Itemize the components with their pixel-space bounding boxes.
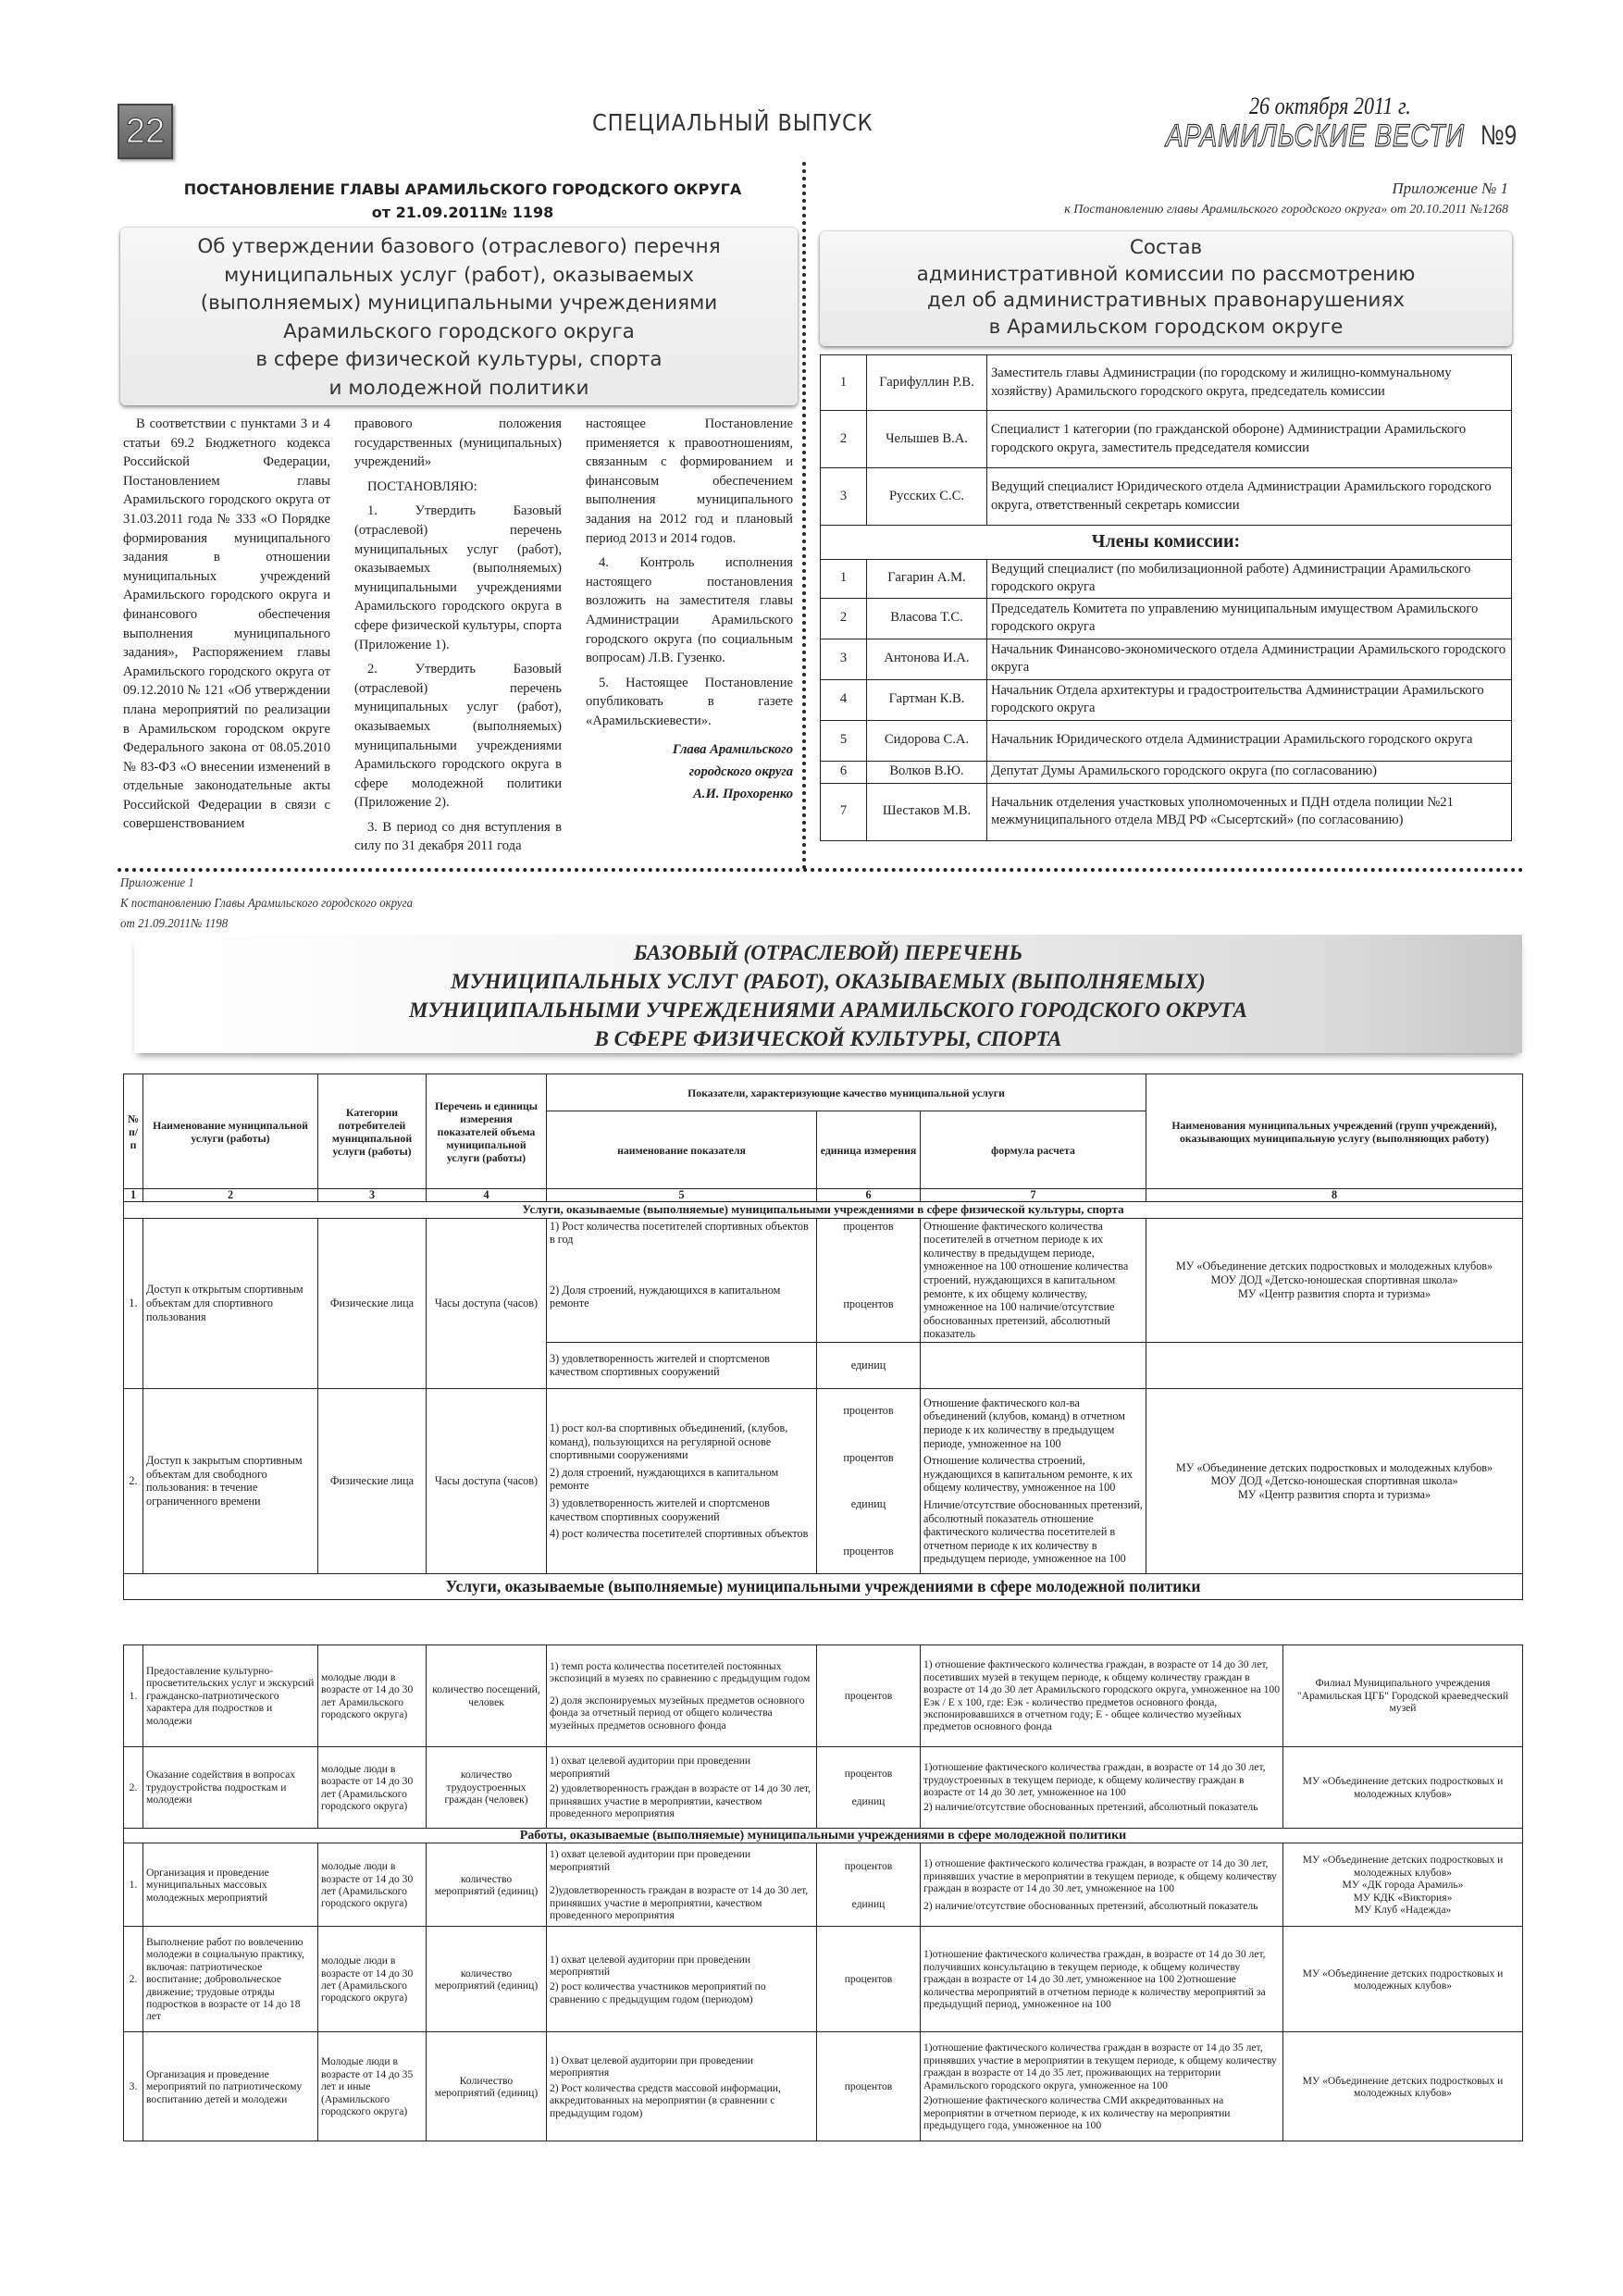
member-role: Начальник Финансово-экономического отдела Администрации Арамильского городского округа [987,639,1512,679]
members-heading: Члены комиссии: [821,526,1512,560]
member-role: Начальник Юридического отдела Администрации Арамильского городского округа [987,720,1512,761]
decree-column-3 [586,415,793,862]
header-unit: единица измерения [817,1111,921,1189]
volume-unit: количество мероприятий (единиц) [427,1927,547,2032]
commission-title-line: в Арамильском городском округе [988,315,1344,339]
service-name: Организация и проведение мероприятий по патриотическому воспитанию детей и молодежи [143,2032,318,2141]
formula-cell: 1)отношение фактического количества граждан, в возрасте от 14 до 30 лет, трудоустроенных в текущем периоде, к общему количеству граждан в возрасте от 14 до 30 лет, умноженное на 100 2) наличие/отсутствие обоснованных претензий, абсолютный показатель [921,1747,1283,1829]
member-role: Начальник отделения участковых уполномоченных и ПДН отдела полиции №21 межмуниципального отдела МВД РФ «Сысертский» (по согласованию) [987,783,1512,840]
member-role: Заместитель главы Администрации (по городскому и жилищно-коммунальному хозяйству) Арамильского городского округа, председатель комиссии [987,355,1512,411]
formula-cell: 1) отношение фактического количества граждан, в возрасте от 14 до 30 лет, принявших участие в мероприятии в текущем периоде, к общему количеству граждан в возрасте от 14 до 30 лет, умноженное на 100 2) наличие/отсутствие обоснованных претензий, абсолютный показатель [921,1843,1283,1927]
list-title-line: МУНИЦИПАЛЬНЫХ УСЛУГ (РАБОТ), ОКАЗЫВАЕМЫХ (ВЫПОЛНЯЕМЫХ) [451,970,1206,993]
indicator-cell: 1) охват целевой аудитории при проведении мероприятий 2)удовлетворенность граждан в возрасте от 14 до 30 лет, принявших участие в мероприятии, качеством проведенного мероприятия [547,1843,817,1927]
commission-appendix-note [833,178,1508,220]
section-row [124,1829,1523,1843]
table-row: 7 Шестаков М.В. Начальник отделения участковых уполномоченных и ПДН отдела полиции №21 межмуниципального отдела МВД РФ «Сысертский» (по согласованию) [821,783,1512,840]
members-heading-row [821,526,1512,560]
formula-cell: 1)отношение фактического количества граждан, в возрасте от 14 до 30 лет, получивших консультацию в текущем периоде, к общему количеству граждан в возрасте от 14 до 30 лет, умноженное на 100 2)отношение количества мероприятий в отчетном периоде к количеству мероприятий за предыдущий период, умноженное на 100 [921,1927,1283,2032]
volume-unit: Часы доступа (часов) [427,1218,547,1388]
indicator-cell: 1) темп роста количества посетителей постоянных экспозиций в музеях по сравнению с предыдущим годом 2) доля экспонируемых музейных предметов основного фонда за отчетный период от общего количества музейных предметов основного фонда [547,1645,817,1747]
unit-cell: процентов единиц [817,1747,921,1829]
header-institutions: Наименования муниципальных учреждений (групп учреждений), оказывающих муниципальную услугу (выполняющих работу) [1146,1074,1523,1189]
header-formula: формула расчета [921,1111,1146,1189]
signature-name: А.И. Прохоренко [693,786,793,801]
header-consumers: Категории потребителей муниципальной услуги (работы) [318,1074,427,1189]
service-name: Доступ к закрытым спортивным объектам для свободного пользования: в течение ограниченного времени [143,1388,318,1573]
publication-date: 26 октября 2011 г. [1249,93,1411,119]
table-row: 2. Оказание содействия в вопросах трудоустройства подросткам и молодежи молодые люди в возрасте от 14 до 30 лет (Арамильского городского округа) количество трудоустроенных граждан (человек) 1) охват целевой аудитории при проведении мероприятий 2) удовлетворенность граждан в возрасте от 14 до 30 лет, принявших участие в мероприятии, качеством проведенного мероприятия процентов единиц 1)отношение фактического количества граждан, в возрасте от 14 до 30 лет, трудоустроенных в текущем периоде, к общему количеству граждан в возрасте от 14 до 30 лет, умноженное на 100 2) наличие/отсутствие обоснованных претензий, абсолютный показатель МУ «Объединение детских подростковых и молодежных клубов» [124,1747,1523,1829]
decree-title-line: (выполняемых) муниципальными учреждениями [200,292,718,315]
appendix-number: Приложение № 1 [1392,180,1508,197]
unit-cell: процентов процентов единиц процентов [817,1388,921,1573]
table-row: 1. Организация и проведение муниципальных массовых молодежных мероприятий молодые люди в возрасте от 14 до 30 лет (Арамильского городского округа) количество мероприятий (единиц) 1) охват целевой аудитории при проведении мероприятий 2)удовлетворенность граждан в возрасте от 14 до 30 лет, принявших участие в мероприятии, качеством проведенного мероприятия процентов единиц 1) отношение фактического количества граждан, в возрасте от 14 до 30 лет, принявших участие в мероприятии в текущем периоде, к общему количеству граждан в возрасте от 14 до 30 лет, умноженное на 100 2) наличие/отсутствие обоснованных претензий, абсолютный показатель МУ «Объединение детских подростковых и молодежных клубов» МУ «ДК города Арамиль» МУ КДК «Виктория» МУ Клуб «Надежда» [124,1843,1523,1927]
table-row: 2. Выполнение работ по вовлечению молодежи в социальную практику, включая: патриотическое воспитание; добровольческое движение; трудовые отряды подростков в возрасте от 14 до 18 лет молодые люди в возрасте от 14 до 30 лет (Арамильского городского округа) количество мероприятий (единиц) 1) охват целевой аудитории при проведении мероприятий 2) рост количества участников мероприятий по сравнению с предыдущим годом (периодом) процентов 1)отношение фактического количества граждан, в возрасте от 14 до 30 лет, получивших консультацию в текущем периоде, к общему количеству граждан в возрасте от 14 до 30 лет, умноженное на 100 2)отношение количества мероприятий в отчетном периоде к количеству мероприятий за предыдущий период, умноженное на 100 МУ «Объединение детских подростковых и молодежных клубов» [124,1927,1523,2032]
table-row: 6 Волков В.Ю. Депутат Думы Арамильского городского округа (по согласованию) [821,761,1512,783]
indicator-cell: 1) Рост количества посетителей спортивных объектов в год 2) Доля строений, нуждающихся в капитальном ремонте [547,1218,817,1342]
member-name: Волков В.Ю. [867,761,987,783]
section-sport-heading: Услуги, оказываемые (выполняемые) муниципальными учреждениями в сфере физической культуры, спорта [124,1202,1523,1219]
member-name: Антонова И.А. [867,639,987,679]
appendix-line: К постановлению Главы Арамильского городского округа [120,897,414,911]
volume-unit: количество трудоустроенных граждан (человек) [427,1747,547,1829]
institutions-cell: МУ «Объединение детских подростковых и молодежных клубов» [1283,1927,1523,2032]
decree-heading-line2: от 21.09.2011№ 1198 [371,204,554,221]
table-row: 1 Гарифуллин Р.В. Заместитель главы Администрации (по городскому и жилищно-коммунальному хозяйству) Арамильского городского округа, председатель комиссии [821,355,1512,411]
consumers: Молодые люди в возрасте от 14 до 35 лет и иные (Арамильского городского округа) [318,2032,427,2141]
service-name: Выполнение работ по вовлечению молодежи в социальную практику, включая: патриотическое воспитание; добровольческое движение; трудовые отряды подростков в возрасте от 14 до 18 лет [143,1927,318,2032]
table-row: 3. Организация и проведение мероприятий по патриотическому воспитанию детей и молодежи Молодые люди в возрасте от 14 до 35 лет и иные (Арамильского городского округа) Количество мероприятий (единиц) 1) Охват целевой аудитории при проведении мероприятия 2) Рост количества средств массовой информации, аккредитованных на мероприятии (в сравнении с предыдущим годом) процентов 1)отношение фактического количества граждан в возрасте от 14 до 35 лет, принявших участие в мероприятии в текущем периоде, к общему количеству граждан в возрасте от 14 до 35 лет, проживающих на территории Арамильского городского округа, умноженное на 100 2)отношение фактического количества СМИ аккредитованных на мероприятии в отчетном периоде, к их количеству на мероприятии предыдущего года, умноженное на 100 МУ «Объединение детских подростковых и молодежных клубов» [124,2032,1523,2141]
table-row: 2. Доступ к закрытым спортивным объектам для свободного пользования: в течение ограниченного времени Физические лица Часы доступа (часов) 1) рост кол-ва спортивных объединений, (клубов, команд), пользующихся на регулярной основе спортивными сооружениями 2) доля строений, нуждающихся в капитальном ремонте 3) удовлетворенность жителей и спортсменов качеством спортивных сооружений 4) рост количества посетителей спортивных объектов процентов процентов единиц процентов Отношение фактического кол-ва объединений (клубов, команд) в отчетном периоде к их количеству в предыдущем периоде, умноженное на 100 Отношение количества строений, нуждающихся в капитальном ремонте, к их общему количеству, умноженное на 100 Нличие/отсутствие обоснованных претензий, абсолютный показатель отношение фактического количества посетителей в отчетном периоде к их количеству в предыдущем периоде, умноженное на 100 МУ «Объединение детских подростковых и молодежных клубов» МОУ ДОД «Детско-юношеская спортивная школа» МУ «Центр развития спорта и туризма» [124,1388,1523,1573]
section-youth-heading: Услуги, оказываемые (выполняемые) муниципальными учреждениями в сфере молодежной политики [124,1573,1523,1599]
consumers: молодые люди в возрасте от 14 до 30 лет (Арамильского городского округа) [318,1747,427,1829]
volume-unit: Количество мероприятий (единиц) [427,2032,547,2141]
unit-cell: процентов [817,2032,921,2141]
table-row: 3 Русских С.С. Ведущий специалист Юридического отдела Администрации Арамильского городского округа, ответственный секретарь комиссии [821,468,1512,526]
volume-unit: количество посещений, человек [427,1645,547,1747]
member-name: Челышев В.А. [867,411,987,468]
volume-unit: Часы доступа (часов) [427,1388,547,1573]
decree-title-line: и молодежной политики [328,376,589,400]
section-row [124,1573,1523,1599]
institutions-cell: МУ «Объединение детских подростковых и молодежных клубов» МУ «ДК города Арамиль» МУ КДК «Виктория» МУ Клуб «Надежда» [1283,1843,1523,1927]
member-name: Гагарин А.М. [867,559,987,598]
decree-title-line: Об утверждении базового (отраслевого) перечня [197,235,721,258]
youth-services-table [123,1644,1523,2141]
member-name: Власова Т.С. [867,598,987,639]
list-title-line: МУНИЦИПАЛЬНЫМИ УЧРЕЖДЕНИЯМИ АРАМИЛЬСКОГО ГОРОДСКОГО ОКРУГА [409,999,1247,1022]
sport-services-table [123,1074,1523,1600]
decree-item-2: 2. Утвердить Базовый (отраслевой) перечень муниципальных услуг (работ), оказываемых (выполняемых) муниципальными учреждениями Арамильского городского округа в сфере молодежной политики (Приложение 2). [354,662,562,811]
decree-title-line: Арамильского городского округа [283,319,635,343]
member-role: Ведущий специалист (по мобилизационной работе) Администрации Арамильского городского округа [987,559,1512,598]
decree-title-line: в сфере физической культуры, спорта [255,348,663,371]
list-title-line: БАЗОВЫЙ (ОТРАСЛЕВОЙ) ПЕРЕЧЕНЬ [633,941,1023,964]
member-name: Шестаков М.В. [867,783,987,840]
institutions-cell: МУ «Объединение детских подростковых и молодежных клубов» [1283,2032,1523,2141]
appendix-reference: к Постановлению главы Арамильского городского округа» от 20.10.2011 №1268 [1064,203,1508,217]
appendix-note [120,874,413,935]
institutions-cell: МУ «Объединение детских подростковых и молодежных клубов» МОУ ДОД «Детско-юношеская спортивная школа» МУ «Центр развития спорта и туризма» [1146,1218,1523,1342]
page-number-badge: 22 [118,104,173,159]
member-name: Сидорова С.А. [867,720,987,761]
member-role: Специалист 1 категории (по гражданской обороне) Администрации Арамильского городского округа, заместитель председателя комиссии [987,411,1512,468]
indicator-cell: 1) охват целевой аудитории при проведении мероприятий 2) рост количества участников мероприятий по сравнению с предыдущим годом (периодом) [547,1927,817,2032]
table-row: 4 Гартман К.В. Начальник Отдела архитектуры и градостроительства Администрации Арамильского городского округа [821,679,1512,720]
table-row: 5 Сидорова С.А. Начальник Юридического отдела Администрации Арамильского городского округа [821,720,1512,761]
decree-body [123,415,793,862]
commission-title-line: дел об административных правонарушениях [927,289,1405,312]
unit-cell: процентов [817,1645,921,1747]
commission-title-line: административной комиссии по рассмотрению [916,262,1416,286]
horizontal-divider [118,868,1524,872]
signature-line: Глава Арамильского [672,741,793,757]
service-name: Организация и проведение муниципальных массовых молодежных мероприятий [143,1843,318,1927]
consumers: молодые люди в возрасте от 14 до 30 лет (Арамильского городского округа) [318,1843,427,1927]
consumers: молодые люди в возрасте от 14 до 30 лет Арамильского городского округа) [318,1645,427,1747]
commission-table [820,354,1512,841]
formula-cell: Отношение фактического кол-ва объединений (клубов, команд) в отчетном периоде к их количеству в предыдущем периоде, умноженное на 100 Отношение количества строений, нуждающихся в капитальном ремонте, к их общему количеству, умноженное на 100 Нличие/отсутствие обоснованных претензий, абсолютный показатель отношение фактического количества посетителей в отчетном периоде к их количеству в предыдущем периоде, умноженное на 100 [921,1388,1146,1573]
appendix-line: от 21.09.2011№ 1198 [120,917,229,931]
volume-unit: количество мероприятий (единиц) [427,1843,547,1927]
decree-item-3: 3. В период со дня вступления в силу по 31 декабря 2011 года [354,819,562,854]
header-volume: Перечень и единицы измерения показателей объема муниципальной услуги (работы) [427,1074,547,1189]
institutions-cell: МУ «Объединение детских подростковых и молодежных клубов» [1283,1747,1523,1829]
unit-cell: процентов единиц [817,1843,921,1927]
decree-column-1 [123,415,330,862]
column-index-row: 1 2 3 4 5 6 7 8 [124,1189,1523,1202]
indicator-cell: 1) охват целевой аудитории при проведении мероприятий 2) удовлетворенность граждан в возрасте от 14 до 30 лет, принявших участие в мероприятии, качеством проведенного мероприятия [547,1747,817,1829]
service-name: Доступ к открытым спортивным объектам для спортивного пользования [143,1218,318,1388]
header-quality-group: Показатели, характеризующие качество муниципальной услуги [547,1074,1146,1111]
decree-paragraph: настоящее Постановление применяется к правоотношениям, связанным с формированием и финансовым обеспечением выполнения муниципального задания на 2012 год и плановый период 2013 и 2014 годов. [586,416,793,546]
formula-cell: 1)отношение фактического количества граждан в возрасте от 14 до 35 лет, принявших участие в мероприятии в текущем периоде, к общему количеству граждан в возрасте от 14 до 35 лет, проживающих на территории Арамильского городского округа, умноженное на 100 2)отношение фактического количества СМИ аккредитованных на мероприятии в отчетном периоде, к их количеству на мероприятии предыдущего года, умноженное на 100 [921,2032,1283,2141]
indicator-cell: 1) рост кол-ва спортивных объединений, (клубов, команд), пользующихся на регулярной основе спортивными сооружениями 2) доля строений, нуждающихся в капитальном ремонте 3) удовлетворенность жителей и спортсменов качеством спортивных сооружений 4) рост количества посетителей спортивных объектов [547,1388,817,1573]
formula-cell: Отношение фактического количества посетителей в отчетном периоде к их количеству в предыдущем периоде, умноженное на 100 отношение количества строений, нуждающихся в капитальном ремонте, к их общему количеству, умноженное на 100 наличие/отсутствие обоснованных претензий, абсолютный показатель [921,1218,1146,1342]
decree-heading-line1: ПОСТАНОВЛЕНИЕ ГЛАВЫ АРАМИЛЬСКОГО ГОРОДСКОГО ОКРУГА [183,180,742,198]
member-name: Гарифуллин Р.В. [867,355,987,411]
consumers: Физические лица [318,1388,427,1573]
decree-heading [139,178,787,224]
table-row: 1 Гагарин А.М. Ведущий специалист (по мобилизационной работе) Администрации Арамильского городского округа [821,559,1512,598]
decree-paragraph: правового положения государственных (муниципальных) учреждений» [354,416,562,470]
section-works-heading: Работы, оказываемые (выполняемые) муниципальными учреждениями в сфере молодежной политики [124,1829,1523,1843]
table-row: 1. Доступ к открытым спортивным объектам для спортивного пользования Физические лица Часы доступа (часов) 1) Рост количества посетителей спортивных объектов в год 2) Доля строений, нуждающихся в капитальном ремонте процентов процентов Отношение фактического количества посетителей в отчетном периоде к их количеству в предыдущем периоде, умноженное на 100 отношение количества строений, нуждающихся в капитальном ремонте, к их общему количеству, умноженное на 100 наличие/отсутствие обоснованных претензий, абсолютный показатель МУ «Объединение детских подростковых и молодежных клубов» МОУ ДОД «Детско-юношеская спортивная школа» МУ «Центр развития спорта и туризма» [124,1218,1523,1342]
decree-title-line: муниципальных услуг (работ), оказываемых [224,263,694,287]
consumers: молодые люди в возрасте от 14 до 30 лет (Арамильского городского округа) [318,1927,427,2032]
signature [586,738,793,805]
decree-item-4: 4. Контроль исполнения настоящего постановления возложить на заместителя главы Администрации Арамильского городского округа (по социальным вопросам) Л.В. Гузенко. [586,555,793,666]
formula-cell: 1) отношение фактического количества граждан, в возрасте от 14 до 30 лет, посетивших музей в текущем периоде, к общему количеству граждан в возрасте от 14 до 30 лет Арамильского городского округа, умноженное на 100 Еэк / Е х 100, где: Еэк - количество предметов основного фонда, экспонировавшихся в отчетном году; Е - общее количество музейных предметов основного фонда [921,1645,1283,1747]
consumers: Физические лица [318,1218,427,1388]
member-name: Гартман К.В. [867,679,987,720]
member-role: Ведущий специалист Юридического отдела Администрации Арамильского городского округа, ответственный секретарь комиссии [987,468,1512,526]
list-title-banner [134,935,1522,1053]
issue-number: №9 [1481,120,1518,151]
service-name: Оказание содействия в вопросах трудоустройства подросткам и молодежи [143,1747,318,1829]
newspaper-logo: АРАМИЛЬСКИЕ ВЕСТИ [1166,118,1465,154]
indicator-cell: 1) Охват целевой аудитории при проведении мероприятия 2) Рост количества средств массовой информации, аккредитованных на мероприятии (в сравнении с предыдущим годом) [547,2032,817,2141]
institutions-cell: МУ «Объединение детских подростковых и молодежных клубов» МОУ ДОД «Детско-юношеская спортивная школа» МУ «Центр развития спорта и туризма» [1146,1388,1523,1573]
decree-item-1: 1. Утвердить Базовый (отраслевой) перечень муниципальных услуг (работ), оказываемых (выполняемых) муниципальными учреждениями Арамильского городского округа в сфере физической культуры, спорта (Приложение 1). [354,503,562,652]
table-row: 1. Предоставление культурно-просветительских услуг и экскурсий гражданско-патриотического характера для подростков и молодежи молодые люди в возрасте от 14 до 30 лет Арамильского городского округа) количество посещений, человек 1) темп роста количества посетителей постоянных экспозиций в музеях по сравнению с предыдущим годом 2) доля экспонируемых музейных предметов основного фонда за отчетный период от общего количества музейных предметов основного фонда процентов 1) отношение фактического количества граждан, в возрасте от 14 до 30 лет, посетивших музей в текущем периоде, к общему количеству граждан в возрасте от 14 до 30 лет Арамильского городского округа, умноженное на 100 Еэк / Е х 100, где: Еэк - количество предметов основного фонда, экспонировавшихся в отчетном году; Е - общее количество музейных предметов основного фонда Филиал Муниципального учреждения "Арамильская ЦГБ" Городской краеведческий музей [124,1645,1523,1747]
member-role: Председатель Комитета по управлению муниципальным имуществом Арамильского городского округа [987,598,1512,639]
decree-title-box [120,228,798,405]
header-indicator: наименование показателя [547,1111,817,1189]
list-title-line: В СФЕРЕ ФИЗИЧЕСКОЙ КУЛЬТУРЫ, СПОРТА [594,1027,1062,1050]
decree-resolve: ПОСТАНОВЛЯЮ: [367,478,477,494]
unit-cell: единиц [817,1342,921,1388]
table-row: 2 Челышев В.А. Специалист 1 категории (по гражданской обороне) Администрации Арамильского городского округа, заместитель председателя комиссии [821,411,1512,468]
table-row: 3 Антонова И.А. Начальник Финансово-экономического отдела Администрации Арамильского городского округа [821,639,1512,679]
decree-item-5: 5. Настоящее Постановление опубликовать в газете «Арамильскиевести». [586,675,793,728]
commission-title-box [820,231,1512,346]
section-title: СПЕЦИАЛЬНЫЙ ВЫПУСК [592,109,873,136]
signature-line: городского округа [688,763,793,779]
decree-column-2 [354,415,562,862]
unit-cell: процентов процентов [817,1218,921,1342]
member-role: Депутат Думы Арамильского городского округа (по согласованию) [987,761,1512,783]
table-row: 2 Власова Т.С. Председатель Комитета по управлению муниципальным имуществом Арамильского городского округа [821,598,1512,639]
decree-paragraph: В соответствии с пунктами 3 и 4 статьи 69.2 Бюджетного кодекса Российской Федерации, Постановлением главы Арамильского городского округа от 31.03.2011 года № 333 «О Порядке формирования муниципального задания в отношении муниципальных учреждений Арамильского городского округа и финансового обеспечения выполнения муниципального задания», Распоряжением главы Арамильского городского округа от 09.12.2010 № 121 «Об утверждении плана мероприятий по реализации в Арамильском городском округе Федерального закона от 08.05.2010 № 83-ФЗ «О внесении изменений в отдельные законодательные акты Российской Федерации в связи с совершенствованием [123,416,330,832]
table-header-row [124,1074,1523,1111]
member-role: Начальник Отдела архитектуры и градостроительства Администрации Арамильского городского округа [987,679,1512,720]
section-row [124,1202,1523,1219]
header-service: Наименование муниципальной услуги (работы) [143,1074,318,1189]
unit-cell: процентов [817,1927,921,2032]
commission-title-line: Состав [1129,236,1203,259]
member-name: Русских С.С. [867,468,987,526]
vertical-divider [802,162,806,870]
header-num: № п/п [124,1074,143,1189]
indicator-cell: 3) удовлетворенность жителей и спортсменов качеством спортивных сооружений [547,1342,817,1388]
institutions-cell: Филиал Муниципального учреждения "Арамильская ЦГБ" Городской краеведческий музей [1283,1645,1523,1747]
service-name: Предоставление культурно-просветительских услуг и экскурсий гражданско-патриотического характера для подростков и молодежи [143,1645,318,1747]
appendix-line: Приложение 1 [120,876,194,890]
